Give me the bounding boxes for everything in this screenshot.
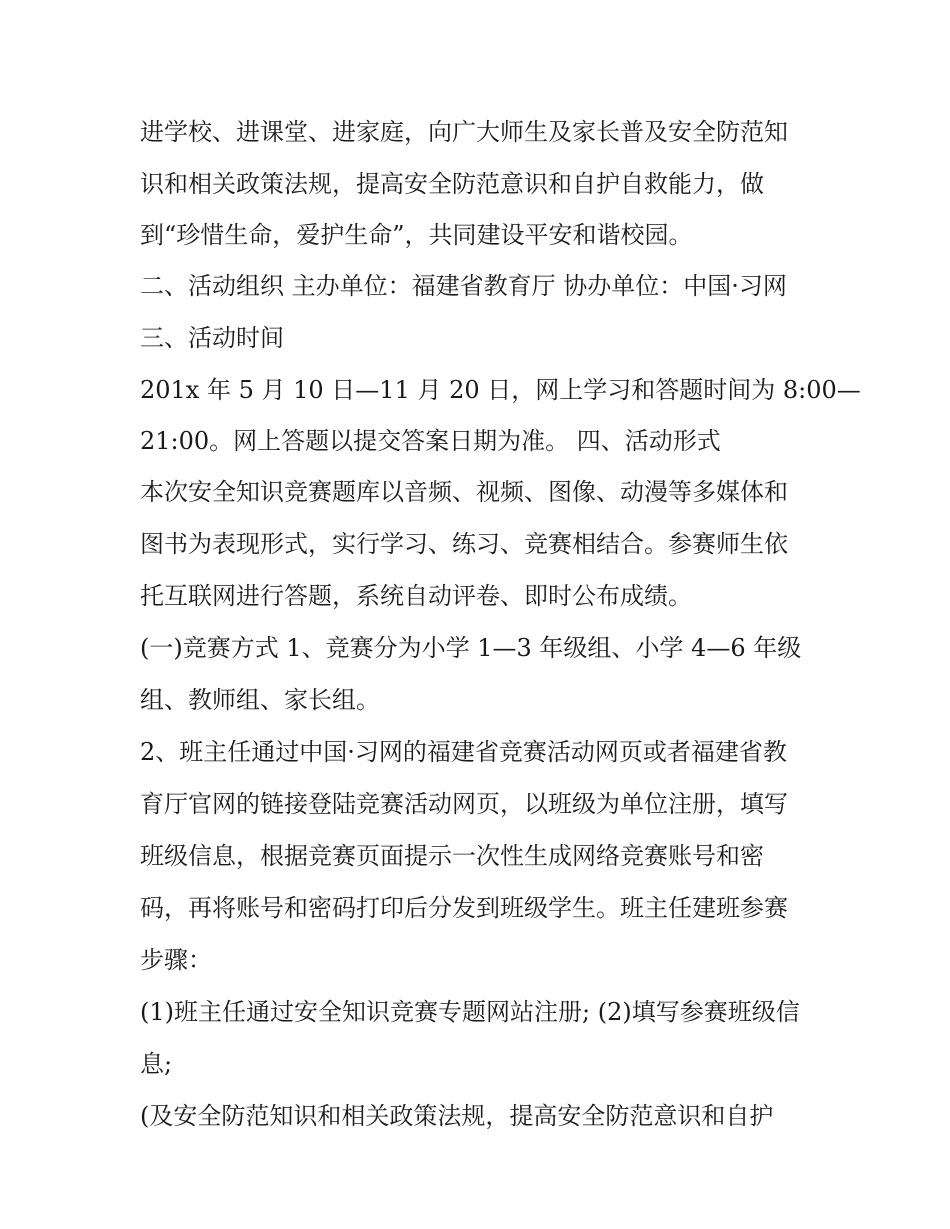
text-line: 班级信息，根据竞赛页面提示一次性生成网络竞赛账号和密 — [140, 842, 764, 870]
document-body — [140, 106, 861, 1142]
section-heading-organization: 二、活动组织 主办单位：福建省教育厅 协办单位：中国·习网 — [140, 272, 787, 300]
text-line: 图书为表现形式，实行学习、练习、竞赛相结合。参赛师生依 — [140, 530, 788, 558]
text-line: 进学校、进课堂、进家庭，向广大师生及家长普及安全防范知 — [140, 118, 788, 146]
text-line: 识和相关政策法规，提高安全防范意识和自护自救能力，做 — [140, 170, 764, 198]
text-line: 息; — [140, 1050, 173, 1078]
text-line: 2、班主任通过中国·习网的福建省竞赛活动网页或者福建省教 — [140, 738, 787, 766]
text-line: (1)班主任通过安全知识竞赛专题网站注册; (2)填写参赛班级信 — [140, 998, 800, 1026]
text-line: (一)竞赛方式 1、竞赛分为小学 1—3 年级组、小学 4—6 年级 — [140, 634, 802, 662]
text-line: 码，再将账号和密码打印后分发到班级学生。班主任建班参赛 — [140, 894, 788, 922]
text-line: 201x 年 5 月 10 日—11 月 20 日，网上学习和答题时间为 8:00— — [140, 376, 861, 404]
text-line: 到“珍惜生命，爱护生命”，共同建设平安和谐校园。 — [140, 221, 693, 249]
text-line: 本次安全知识竞赛题库以音频、视频、图像、动漫等多媒体和 — [140, 478, 788, 506]
text-line: 21:00。网上答题以提交答案日期为准。 四、活动形式 — [140, 427, 721, 455]
section-heading-time: 三、活动时间 — [140, 324, 284, 352]
text-line: 育厅官网的链接登陆竞赛活动网页，以班级为单位注册，填写 — [140, 790, 788, 818]
text-line: (及安全防范知识和相关政策法规，提高安全防范意识和自护 — [140, 1102, 774, 1130]
text-line: 托互联网进行答题，系统自动评卷、即时公布成绩。 — [140, 582, 692, 610]
text-line: 步骤： — [140, 946, 212, 974]
text-line: 组、教师组、家长组。 — [140, 686, 380, 714]
